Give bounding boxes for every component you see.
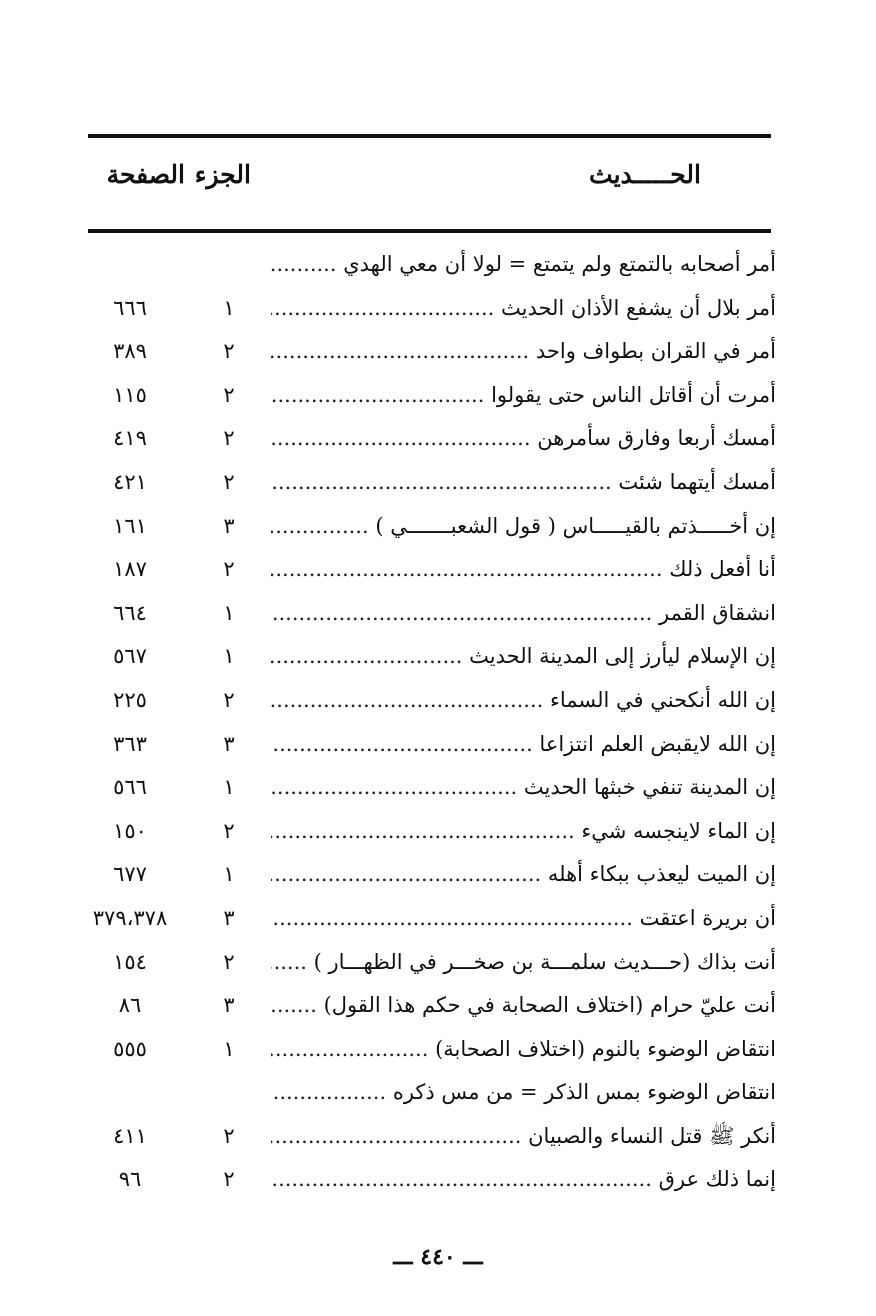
- hadith-text: انتقاض الوضوء بمس الذكر = من مس ذكره .....: [271, 1077, 776, 1107]
- hadith-text: أمسك أربعا وفارق سأمرهن .....: [271, 423, 776, 453]
- juz-number: ٢: [223, 949, 235, 974]
- table-row: [0, 853, 876, 897]
- juz-number: ١: [223, 862, 235, 887]
- header-hadith: الحـــــديث: [589, 160, 701, 189]
- hadith-text: انتقاض الوضوء بالنوم (اختلاف الصحابة) .....: [271, 1034, 776, 1064]
- table-header: [88, 160, 771, 204]
- table-row: [0, 810, 876, 854]
- page-footer: [0, 1244, 876, 1270]
- page-reference: ٢٢٥: [113, 687, 147, 712]
- header-rule: [88, 229, 771, 233]
- table-row: [0, 1028, 876, 1072]
- table-row: [0, 592, 876, 636]
- hadith-text: إن أخـــــذتم بالقيـــــاس ( قول الشعبـــــــي ) .....: [271, 511, 776, 541]
- hadith-text: إنما ذلك عرق .....: [271, 1164, 776, 1194]
- page-reference: ١٥٠: [113, 818, 147, 843]
- hadith-text: أنكر ﷺ قتل النساء والصبيان .....: [271, 1121, 776, 1151]
- table-row: [0, 330, 876, 374]
- page-reference: ٦٦٦: [113, 295, 147, 320]
- table-row: [0, 417, 876, 461]
- juz-number: ١: [223, 644, 235, 669]
- page-reference: ٤٢١: [113, 469, 147, 494]
- juz-number: ٢: [223, 1123, 235, 1148]
- juz-number: ٢: [223, 469, 235, 494]
- table-row: [0, 461, 876, 505]
- hadith-text: إن الميت ليعذب ببكاء أهله .....: [271, 859, 776, 889]
- page-reference: ٥٦٦: [113, 775, 147, 800]
- page-reference: ٦٧٧: [113, 862, 147, 887]
- table-row: [0, 897, 876, 941]
- page-reference: ٣٦٣: [113, 731, 147, 756]
- page-reference: ٨٦: [118, 993, 142, 1018]
- page-reference: ٤١٩: [113, 426, 147, 451]
- juz-number: ٢: [223, 687, 235, 712]
- table-row: [0, 723, 876, 767]
- hadith-text: إن الإسلام ليأرز إلى المدينة الحديث .....: [271, 641, 776, 671]
- table-row: [0, 548, 876, 592]
- juz-number: ٢: [223, 557, 235, 582]
- juz-number: ٢: [223, 818, 235, 843]
- juz-number: ٢: [223, 426, 235, 451]
- page-number: ـــ ٤٤٠ ـــ: [393, 1244, 483, 1270]
- page-reference: ١٥٤: [113, 949, 147, 974]
- table-row: [0, 679, 876, 723]
- hadith-text: إن الله أنكحني في السماء .....: [271, 685, 776, 715]
- juz-number: ٢: [223, 339, 235, 364]
- hadith-text: أمرت أن أقاتل الناس حتى يقولوا .....: [271, 380, 776, 410]
- hadith-text: أمر في القران بطواف واحد .....: [271, 336, 776, 366]
- juz-number: ٣: [223, 993, 235, 1018]
- hadith-text: انشقاق القمر .....: [271, 598, 776, 628]
- hadith-text: أن بريرة اعتقت .....: [271, 903, 776, 933]
- juz-number: ٢: [223, 1167, 235, 1192]
- hadith-text: أنت عليّ حرام (اختلاف الصحابة في حكم هذا القول) .....: [271, 990, 776, 1020]
- page-reference: ٤١١: [113, 1123, 147, 1148]
- page-reference: ٥٦٧: [113, 644, 147, 669]
- page-reference: ١٦١: [113, 513, 147, 538]
- table-row: [0, 243, 876, 287]
- page-reference: ١١٥: [113, 382, 147, 407]
- page-reference: ٣٨٩: [113, 339, 147, 364]
- table-row: [0, 635, 876, 679]
- juz-number: ٢: [223, 382, 235, 407]
- table-row: [0, 374, 876, 418]
- table-row: [0, 1071, 876, 1115]
- page-reference: ٦٦٤: [113, 600, 147, 625]
- hadith-text: إن المدينة تنفي خبثها الحديث .....: [271, 772, 776, 802]
- index-table-body: [0, 243, 876, 1202]
- hadith-text: أنت بذاك (حـــديث سلمـــة بن صخـــر في الظهـــار ) .....: [271, 947, 776, 977]
- page-reference: ١٨٧: [113, 557, 147, 582]
- table-row: [0, 984, 876, 1028]
- juz-number: ١: [223, 775, 235, 800]
- hadith-text: أمر بلال أن يشفع الأذان الحديث .....: [271, 293, 776, 323]
- page-reference: ٣٧٩،٣٧٨: [92, 905, 168, 930]
- page-reference: ٥٥٥: [113, 1036, 147, 1061]
- hadith-text: أمر أصحابه بالتمتع ولم يتمتع = لولا أن معي الهدي .....: [271, 249, 776, 279]
- header-juz: الجزء: [194, 160, 251, 189]
- juz-number: ٣: [223, 513, 235, 538]
- hadith-text: أنا أفعل ذلك .....: [271, 554, 776, 584]
- table-row: [0, 941, 876, 985]
- juz-number: ١: [223, 295, 235, 320]
- juz-number: ١: [223, 1036, 235, 1061]
- juz-number: ٣: [223, 905, 235, 930]
- hadith-text: أمسك أيتهما شئت .....: [271, 467, 776, 497]
- table-row: [0, 505, 876, 549]
- table-row: [0, 1115, 876, 1159]
- table-row: [0, 766, 876, 810]
- table-row: [0, 1158, 876, 1202]
- hadith-text: إن الله لايقبض العلم انتزاعا .....: [271, 729, 776, 759]
- top-rule: [88, 134, 771, 138]
- header-page: الصفحة: [106, 160, 185, 189]
- hadith-text: إن الماء لاينجسه شيء .....: [271, 816, 776, 846]
- page-reference: ٩٦: [118, 1167, 142, 1192]
- juz-number: ١: [223, 600, 235, 625]
- table-row: [0, 287, 876, 331]
- juz-number: ٣: [223, 731, 235, 756]
